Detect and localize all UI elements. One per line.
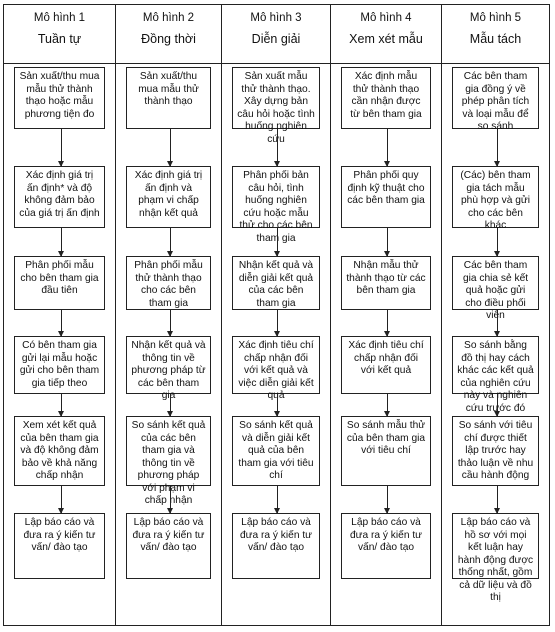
- process-step-box: Nhận kết quả và diễn giải kết quả của các bên tham gia: [232, 256, 320, 310]
- model-number: Mô hình 3: [250, 12, 302, 24]
- flow-arrow: [61, 129, 62, 166]
- model-name: Mẫu tách: [469, 32, 522, 46]
- flow-arrow: [277, 394, 278, 416]
- process-step-box: Lập báo cáo và đưa ra ý kiến tư vấn/ đào tạo: [14, 513, 105, 579]
- process-step-box: So sánh bằng đồ thị hay cách khác các kết quả của nghiên cứu này và nghiên cứu trước đó: [452, 336, 539, 394]
- process-step-box: Có bên tham gia gửi lại mẫu hoặc gửi cho bên tham gia tiếp theo: [14, 336, 105, 394]
- model-column-5: [441, 4, 550, 626]
- flow-arrow: [497, 486, 498, 513]
- flow-arrow: [170, 394, 171, 416]
- process-step-box: Xem xét kết quả của bên tham gia và độ không đảm bảo về khả năng chấp nhận: [14, 416, 105, 486]
- model-column-4: [330, 4, 442, 626]
- process-step-box: Sản xuất/thu mua mẫu thử thành thạo: [126, 67, 211, 129]
- process-step-box: Lập báo cáo và đưa ra ý kiến tư vấn/ đào tạo: [126, 513, 211, 579]
- flow-arrow: [497, 394, 498, 416]
- flow-arrow: [170, 310, 171, 336]
- process-step-box: Xác định tiêu chí chấp nhận đối với kết quả: [341, 336, 431, 394]
- flow-arrow: [387, 486, 388, 513]
- model-header: [116, 5, 221, 64]
- process-step-box: So sánh với tiêu chí được thiết lập trước hay thảo luận về nhu cầu hành động: [452, 416, 539, 486]
- model-name: Tuần tự: [37, 32, 82, 46]
- model-header: [222, 5, 330, 64]
- model-header: [331, 5, 441, 64]
- process-step-box: Các bên tham gia đồng ý về phép phân tích và loại mẫu để so sánh: [452, 67, 539, 129]
- flow-arrow: [170, 486, 171, 513]
- model-name: Diễn giải: [251, 32, 301, 46]
- model-column-1: [3, 4, 116, 626]
- model-header: [4, 5, 115, 64]
- process-step-box: Xác định mẫu thử thành thạo cần nhận được từ bên tham gia: [341, 67, 431, 129]
- flow-arrow: [277, 310, 278, 336]
- process-step-box: Lập báo cáo và hồ sơ với mọi kết luận hay hành động được thống nhất, gồm cả dữ liệu và đồ thị: [452, 513, 539, 579]
- flow-arrow: [61, 486, 62, 513]
- flow-arrow: [170, 129, 171, 166]
- model-number: Mô hình 2: [142, 12, 195, 24]
- process-step-box: Các bên tham gia chia sẻ kết quả hoặc gửi cho điều phối viên: [452, 256, 539, 310]
- flow-arrow: [61, 228, 62, 256]
- process-step-box: So sánh mẫu thử của bên tham gia với tiêu chí: [341, 416, 431, 486]
- flow-arrow: [277, 228, 278, 256]
- model-number: Mô hình 1: [33, 12, 86, 24]
- flow-arrow: [277, 486, 278, 513]
- model-name: Đồng thời: [141, 32, 196, 46]
- process-step-box: Phân phối bản câu hỏi, tình huống nghiên cứu hoặc mẫu thử cho các bên tham gia: [232, 166, 320, 228]
- process-step-box: Sản xuất/thu mua mẫu thử thành thạo hoặc mẫu phương tiện đo: [14, 67, 105, 129]
- flow-arrow: [387, 129, 388, 166]
- process-step-box: Nhận mẫu thử thành thạo từ các bên tham gia: [341, 256, 431, 310]
- process-step-box: Phân phối quy định kỹ thuật cho các bên tham gia: [341, 166, 431, 228]
- flow-arrow: [387, 310, 388, 336]
- process-step-box: (Các) bên tham gia tách mẫu phù hợp và gửi cho các bên khác: [452, 166, 539, 228]
- process-step-box: Phân phối mẫu cho bên tham gia đầu tiên: [14, 256, 105, 310]
- process-step-box: Phân phối mẫu thử thành thạo cho các bên tham gia: [126, 256, 211, 310]
- model-number: Mô hình 4: [360, 12, 412, 24]
- model-column-3: [221, 4, 331, 626]
- process-step-box: Xác định tiêu chí chấp nhận đối với kết quả và việc diễn giải kết quả: [232, 336, 320, 394]
- process-step-box: So sánh kết quả và diễn giải kết quả của bên tham gia với tiêu chí: [232, 416, 320, 486]
- flow-arrow: [277, 129, 278, 166]
- model-name: Xem xét mẫu: [349, 32, 423, 46]
- flow-arrow: [497, 310, 498, 336]
- process-step-box: Lập báo cáo và đưa ra ý kiến tư vấn/ đào tạo: [232, 513, 320, 579]
- process-step-box: Sản xuất mẫu thử thành thạo. Xây dựng bản câu hỏi hoặc tình huống nghiên cứu: [232, 67, 320, 129]
- flow-arrow: [61, 394, 62, 416]
- flow-arrow: [387, 394, 388, 416]
- process-step-box: Nhận kết quả và thông tin về phương pháp từ các bên tham gia: [126, 336, 211, 394]
- process-step-box: Xác định giá trị ấn định* và độ không đảm bảo của giá trị ấn định: [14, 166, 105, 228]
- model-number: Mô hình 5: [469, 12, 522, 24]
- flow-arrow: [170, 228, 171, 256]
- model-header: [442, 5, 549, 64]
- flow-arrow: [61, 310, 62, 336]
- flow-arrow: [387, 228, 388, 256]
- process-step-box: Xác định giá trị ấn định và phạm vi chấp nhận kết quả: [126, 166, 211, 228]
- process-step-box: So sánh kết quả của các bên tham gia và thông tin về phương pháp với phạm vi chấp nhận: [126, 416, 211, 486]
- model-column-2: [115, 4, 222, 626]
- flow-arrow: [497, 228, 498, 256]
- process-step-box: Lập báo cáo và đưa ra ý kiến tư vấn/ đào tạo: [341, 513, 431, 579]
- flow-arrow: [497, 129, 498, 166]
